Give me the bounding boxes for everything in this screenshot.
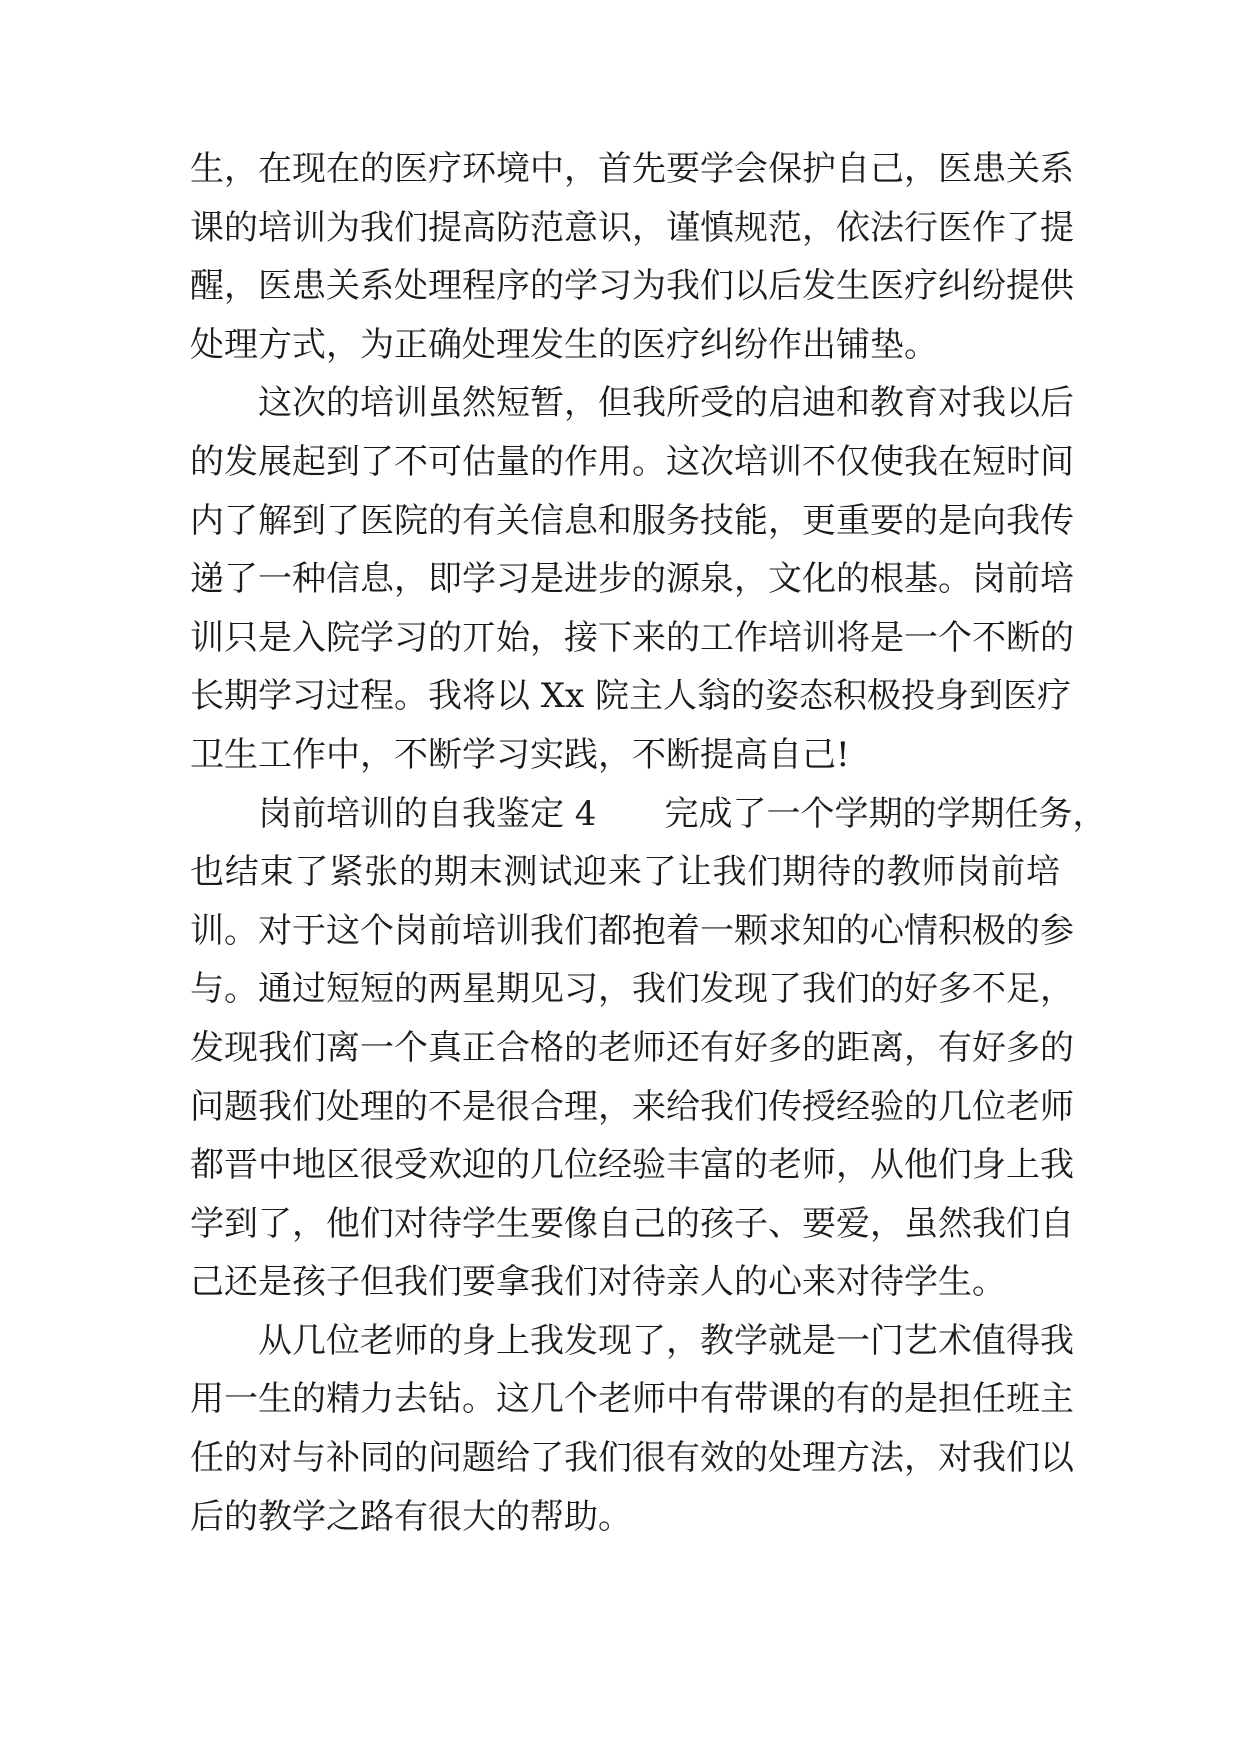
text-line: 课的培训为我们提高防范意识，谨慎规范，依法行医作了提 — [190, 207, 1074, 248]
text-line: 的发展起到了不可估量的作用。这次培训不仅使我在短时间 — [190, 441, 1074, 482]
text-line: 都晋中地区很受欢迎的几位经验丰富的老师，从他们身上我 — [190, 1145, 1074, 1186]
text-line: 递了一种信息，即学习是进步的源泉，文化的根基。岗前培 — [190, 559, 1074, 600]
text-line: 用一生的精力去钻。这几个老师中有带课的有的是担任班主 — [190, 1379, 1074, 1420]
text-line: 卫生工作中，不断学习实践，不断提高自己! — [190, 734, 850, 775]
text-line: 任的对与补同的问题给了我们很有效的处理方法，对我们以 — [190, 1438, 1074, 1479]
text-line: 生，在现在的医疗环境中，首先要学会保护自己，医患关系 — [190, 149, 1074, 189]
text-line: 内了解到了医院的有关信息和服务技能，更重要的是向我传 — [190, 500, 1074, 541]
text-line: 长期学习过程。我将以 Xx 院主人翁的姿态积极投身到医疗 — [190, 676, 1071, 717]
text-line: 醒，医患关系处理程序的学习为我们以后发生医疗纠纷提供 — [190, 266, 1074, 307]
section-heading-line: 岗前培训的自我鉴定 4 完成了一个学期的学期任务， — [258, 793, 1107, 834]
text-line: 与。通过短短的两星期见习，我们发现了我们的好多不足， — [190, 969, 1074, 1010]
text-line: 也结束了紧张的期末测试迎来了让我们期待的教师岗前培 — [190, 852, 1060, 893]
text-line: 从几位老师的身上我发现了，教学就是一门艺术值得我 — [258, 1320, 1074, 1361]
text-line: 后的教学之路有很大的帮助。 — [190, 1496, 632, 1537]
text-line: 学到了，他们对待学生要像自己的孩子、要爱，虽然我们自 — [190, 1203, 1074, 1244]
text-line: 训。对于这个岗前培训我们都抱着一颗求知的心情积极的参 — [190, 910, 1074, 951]
text-line: 问题我们处理的不是很合理，来给我们传授经验的几位老师 — [190, 1086, 1074, 1127]
document-body — [190, 140, 1107, 1546]
text-line: 己还是孩子但我们要拿我们对待亲人的心来对待学生。 — [190, 1262, 1006, 1303]
text-line: 处理方式，为正确处理发生的医疗纠纷作出铺垫。 — [190, 324, 938, 365]
text-line: 这次的培训虽然短暂，但我所受的启迪和教育对我以后 — [258, 383, 1074, 424]
text-line: 训只是入院学习的丌始，接下来的工作培训将是一个不断的 — [190, 617, 1074, 658]
text-line: 发现我们离一个真正合格的老师还有好多的距离，有好多的 — [190, 1027, 1074, 1068]
